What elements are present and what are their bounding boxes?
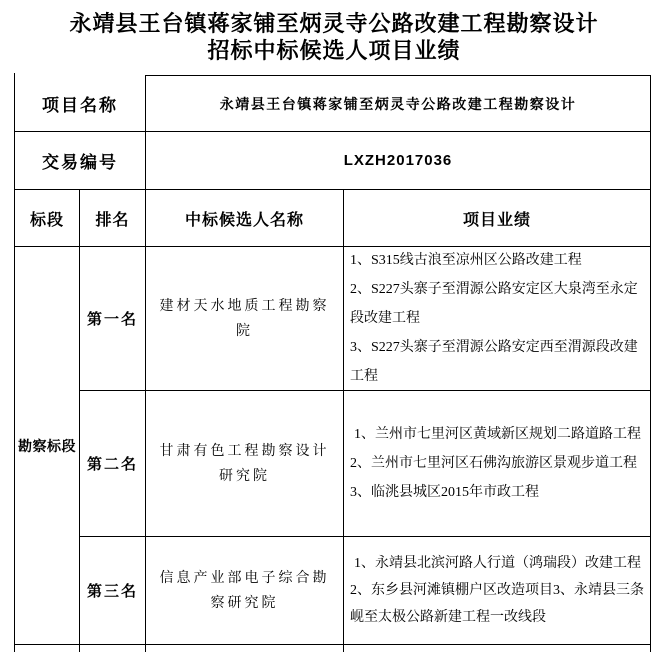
- achievement-item: 2、兰州市七里河区石佛沟旅游区景观步道工程: [350, 456, 637, 471]
- candidate-cell: 信息产业部电子综合勘察研究院: [159, 570, 330, 611]
- rank-cell: 第二名: [86, 457, 138, 473]
- rank-cell: 第一名: [86, 312, 138, 328]
- document-title-line2: 招标中标候选人项目业绩: [207, 38, 461, 63]
- achievement-item: 1、永靖县北滨河路人行道（鸿瑞段）改建工程: [354, 556, 641, 571]
- candidate-cell: 甘肃有色工程勘察设计研究院: [159, 443, 330, 484]
- gridline: [650, 75, 651, 652]
- trade-number-label: 交易编号: [42, 153, 118, 172]
- achievement-item: 1、兰州市七里河区黄域新区规划二路道路工程: [354, 427, 641, 442]
- candidate-cell: 建材天水地质工程勘察院: [159, 298, 330, 339]
- achievements-cell: [344, 247, 650, 390]
- achievement-item: 3、S227头寨子至渭源公路安定西至渭源段改建工程: [350, 340, 638, 384]
- rank-cell: 第三名: [86, 584, 138, 600]
- achievement-item: 2、S227头寨子至渭源公路安定区大泉湾至永定段改建工程: [350, 282, 638, 326]
- document-title-line1: 永靖县王台镇蒋家铺至炳灵寺公路改建工程勘察设计: [69, 11, 599, 36]
- column-header-section: 标段: [29, 211, 64, 229]
- achievement-item: 3、临洮县城区2015年市政工程: [350, 485, 539, 500]
- document-title: [0, 10, 668, 64]
- column-header-candidate: 中标候选人名称: [184, 211, 304, 229]
- trade-number-value: LXZH2017036: [343, 152, 453, 169]
- gridline: [14, 644, 651, 645]
- section-group-cell: 勘察标段: [18, 437, 76, 454]
- column-header-rank: 排名: [95, 211, 130, 229]
- project-name-value: 永靖县王台镇蒋家铺至炳灵寺公路改建工程勘察设计: [219, 97, 577, 113]
- column-header-achievements: 项目业绩: [462, 211, 531, 229]
- project-name-label: 项目名称: [42, 96, 118, 115]
- achievements-cell: [344, 391, 650, 536]
- achievement-item: 1、S315线古浪至凉州区公路改建工程: [350, 253, 582, 268]
- achievement-item: 2、东乡县河滩镇棚户区改造项目3、永靖县三条岘至太极公路新建工程一改线段: [350, 583, 644, 625]
- achievements-cell: [344, 537, 650, 644]
